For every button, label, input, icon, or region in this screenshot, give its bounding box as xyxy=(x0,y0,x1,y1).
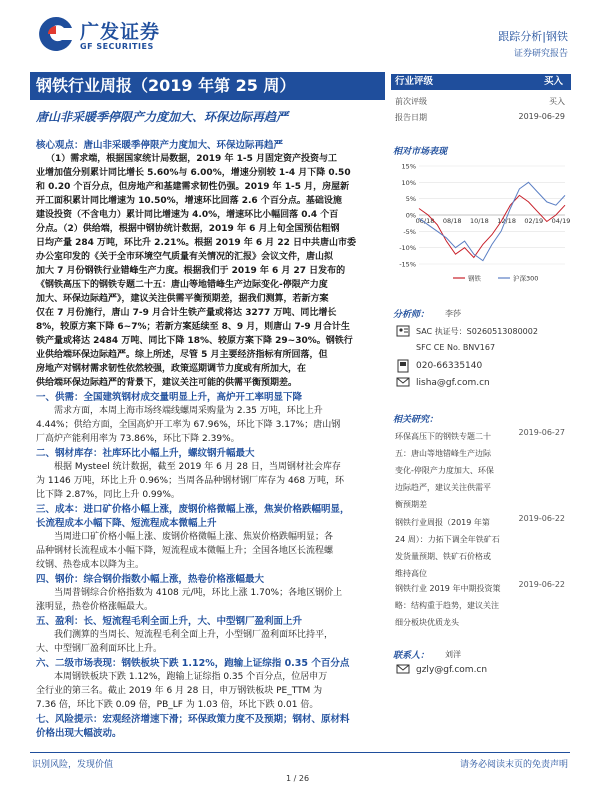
analyst-label: 分析师： xyxy=(393,310,430,320)
section-line: 当周普钢综合价格指数为 4108 元/吨，环比上涨 1.70%；各地区钢价上 xyxy=(54,588,343,598)
core-line: 日均产量 284 万吨，环比升 2.21%。根据 2019 年 6 月 22 日中共唐山市委 xyxy=(36,238,357,248)
relative-performance-chart xyxy=(393,160,571,288)
logo-en-text: GF SECURITIES xyxy=(80,42,154,51)
page-number: 1 / 26 xyxy=(286,774,310,783)
analyst-phone: 020-66335140 xyxy=(416,361,483,371)
core-line: 《钢铁高压下的钢铁专题二十五：唐山等地错峰生产边际变化-停限产力度 xyxy=(36,280,328,290)
chart-legend-label: 钢铁 xyxy=(468,274,481,283)
core-line: 办公室印发的《关于全市环境空气质量有关情况的汇报》会议文件，唐山拟 xyxy=(36,252,334,262)
section-line: 纹钢、热卷成本以降为主。 xyxy=(36,560,145,570)
core-line: 供给端环保边际趋严的背景下，建议关注可能的供需平衡预期差。 xyxy=(36,378,298,388)
section-heading: 二、钢材库存：社库环比小幅上升，螺纹钢升幅最大 xyxy=(36,448,255,459)
analyst-email[interactable]: lisha@gf.com.cn xyxy=(416,378,490,388)
section-heading: 三、成本：进口矿价格小幅上涨，废钢价格微幅上涨，焦炭价格跌幅明显， xyxy=(36,504,350,515)
section-line: 厂高炉产能利用率为 73.86%，环比下降 2.39%。 xyxy=(36,434,240,444)
company-logo xyxy=(36,14,161,56)
section-line: 比下降 2.87%，同比上升 0.99%。 xyxy=(36,490,180,500)
email-icon xyxy=(396,376,410,388)
related-item-title: 环保高压下的钢铁专题二十 五：唐山等地错峰生产边际 变化-停限产力度加大、环保 边际趋严，建议关注供需平 衡预期差 xyxy=(395,432,494,509)
core-heading: 核心观点：唐山非采暖季停限产力度加大、环保边际再趋严 xyxy=(36,140,284,151)
section-line: 需求方面，本周上海市场终端线螺周采购量为 2.35 万吨，环比上升 xyxy=(54,406,323,416)
rating-label: 行业评级 xyxy=(395,76,434,87)
section-line: 当周进口矿价格小幅上涨、废钢价格微幅上涨、焦炭价格跌幅明显；各 xyxy=(54,532,334,542)
related-item-title: 钢铁行业 2019 年中期投资策 略：结构重于趋势，建议关注 细分板块优质龙头 xyxy=(395,584,501,627)
footer-slogan: 识别风险，发现价值 xyxy=(32,760,114,770)
email-icon xyxy=(396,663,410,675)
core-line: 仅在 7 月份施行，唐山 7-9 月合计生铁产量或将达 3277 万吨、同比增长 xyxy=(36,308,337,318)
chart-y-tick-label: 5% xyxy=(405,195,416,204)
core-line: 分点。（2）供给端，根据中钢协统计数据，2019 年 6 月上旬全国预估粗钢 xyxy=(36,224,340,234)
section-line: 根据 Mysteel 统计数据，截至 2019 年 6 月 28 日，当周钢材社会库存 xyxy=(54,462,341,472)
rating-value: 买入 xyxy=(543,76,563,87)
logo-cn-text: 广发证券 xyxy=(80,21,161,43)
core-line: 加大 7 月份钢铁行业错峰生产力度。根据我们于 2019 年 6 月 27 日发布的 xyxy=(36,266,346,276)
chart-y-tick-label: 15% xyxy=(401,162,416,171)
page-title: 钢铁行业周报（2019 年第 25 周） xyxy=(30,72,385,100)
related-item-date: 2019-06-22 xyxy=(518,580,565,589)
section-heading: 四、钢价：综合钢价指数小幅上涨，热卷价格涨幅最大 xyxy=(36,574,265,585)
section-line: 全行业的第三名。截止 2019 年 6 月 28 日，申万钢铁板块 PE_TTM 为 xyxy=(36,686,323,696)
report-category: 跟踪分析|钢铁 xyxy=(498,30,568,43)
chart-y-tick-label: 10% xyxy=(401,178,416,187)
section-line: 大、中型钢厂盈利面环比上升。 xyxy=(36,644,163,654)
section-line: 7.36 倍，环比下跌 0.09 倍，PB_LF 为 1.03 倍，环比下跌 0.01 倍。 xyxy=(36,700,319,710)
analyst-sac: SAC 执证号：S0260513080002 xyxy=(416,327,538,336)
section-heading: 五、盈利：长、短流程毛利全面上升，大、中型钢厂盈利面上升 xyxy=(36,616,303,627)
market-performance-label: 相对市场表现 xyxy=(393,147,448,157)
analyst-name: 李莎 xyxy=(445,309,461,318)
core-line: 加大、环保边际趋严》，建议关注供需平衡预期差，据我们测算，若新方案 xyxy=(36,294,329,304)
report-date-value: 2019-06-29 xyxy=(518,112,565,121)
section-heading: 一、供需：全国建筑钢材成交量明显上升，高炉开工率明显下降 xyxy=(36,392,303,403)
analyst-sfc: SFC CE No. BNV167 xyxy=(416,343,496,352)
section-line: 4.44%；供给方面，全国高炉开工率为 67.96%，环比下降 3.17%；唐山钢 xyxy=(36,420,341,430)
core-line: 8%，较原方案下降 6~7%；若新方案延续至 8、9 月，则唐山 7-9 月合计生 xyxy=(36,322,350,332)
chart-x-tick-label: 06/18 xyxy=(415,217,435,225)
footer-divider xyxy=(30,752,570,753)
section-heading: 价格出现大幅波动。 xyxy=(36,728,122,739)
contact-name: 刘洋 xyxy=(445,650,461,659)
chart-x-tick-label: 08/18 xyxy=(442,217,462,225)
related-item-title: 钢铁行业周报（2019 年第 24 周）：力拓下调全年铁矿石 发货量预期、铁矿石价格或 维持高位 xyxy=(395,518,500,578)
rating-band xyxy=(391,74,571,90)
report-type: 证券研究报告 xyxy=(513,49,568,59)
core-line: 和 0.20 个百分点，但房地产和基建需求韧性仍强。2019 年 1-5 月，房屋新 xyxy=(36,182,350,192)
logo-mark-icon xyxy=(36,14,76,54)
core-line: 铁产量或将达 2484 万吨、同比下降 18%、较原方案下降 29~30%。钢铁行 xyxy=(36,336,353,346)
section-line: 品种钢材长流程成本小幅下降，短流程成本微幅上升；全国各地区长流程螺 xyxy=(36,546,334,556)
chart-y-tick-label: -5% xyxy=(403,227,416,236)
chart-x-tick-label: 02/19 xyxy=(524,217,544,225)
section-line: 涨明显，热卷价格涨幅最大。 xyxy=(36,602,154,612)
contact-email[interactable]: gzly@gf.com.cn xyxy=(416,665,488,675)
chart-y-tick-label: 0% xyxy=(405,211,416,220)
related-item-date: 2019-06-22 xyxy=(518,514,565,523)
section-heading: 长流程成本小幅下降、短流程成本微幅上升 xyxy=(36,518,217,529)
chart-series-line-0 xyxy=(419,195,565,257)
core-line: 业增加值分别累计同比增长 5.60%与 6.00%，增速分别较 1-4 月下降 0.50 xyxy=(36,168,351,178)
core-line: 业供给端环保边际趋严。综上所述，尽管 5 月主要经济指标有所回落，但 xyxy=(36,350,328,360)
page-subtitle: 唐山非采暖季停限产力度加大、环保边际再趋严 xyxy=(36,110,289,124)
core-line: 建设投资（不含电力）累计同比增速为 4.0%，增速环比小幅回落 0.4 个百 xyxy=(36,210,339,220)
chart-y-tick-label: -15% xyxy=(399,260,416,269)
prev-rating-label: 前次评级 xyxy=(395,97,427,106)
contact-label: 联系人： xyxy=(393,651,430,661)
section-line: 本周钢铁板块下跌 1.12%，跑输上证综指 0.35 个百分点，位居申万 xyxy=(54,672,328,682)
chart-x-tick-label: 12/18 xyxy=(497,217,516,225)
chart-x-tick-label: 10/18 xyxy=(470,217,489,225)
section-heading: 七、风险提示：宏观经济增速下滑；环保政策力度不及预期；钢材、原材料 xyxy=(36,714,350,725)
section-line: 为 1146 万吨，环比上升 0.96%；当周各品种钢材钢厂库存为 468 万吨，环 xyxy=(36,476,344,486)
chart-x-tick-label: 04/19 xyxy=(551,217,571,225)
related-item-date: 2019-06-27 xyxy=(518,428,565,437)
core-line: 房地产对钢材需求韧性依然较强，政策巡期调节力度或有所加大，在 xyxy=(36,364,307,374)
core-line: （1）需求端，根据国家统计局数据，2019 年 1-5 月固定资产投资与工 xyxy=(46,154,337,164)
section-heading: 六、二级市场表现：钢铁板块下跌 1.12%，跑输上证综指 0.35 个百分点 xyxy=(36,658,350,669)
chart-legend-label: 沪深300 xyxy=(513,274,539,283)
footer-disclaimer: 请务必阅读末页的免责声明 xyxy=(459,760,568,770)
phone-icon xyxy=(396,359,410,373)
core-line: 开工面积累计同比增速为 10.50%，增速环比回落 2.6 个百分点。基础设施 xyxy=(36,196,342,206)
prev-rating-value: 买入 xyxy=(549,97,565,106)
report-date-label: 报告日期 xyxy=(395,113,427,122)
related-research-label: 相关研究： xyxy=(393,415,439,425)
id-card-icon xyxy=(396,324,410,338)
section-line: 我们测算的当周长、短流程毛利全面上升，小型钢厂盈利面环比持平， xyxy=(54,630,334,640)
chart-y-tick-label: -10% xyxy=(399,244,416,253)
